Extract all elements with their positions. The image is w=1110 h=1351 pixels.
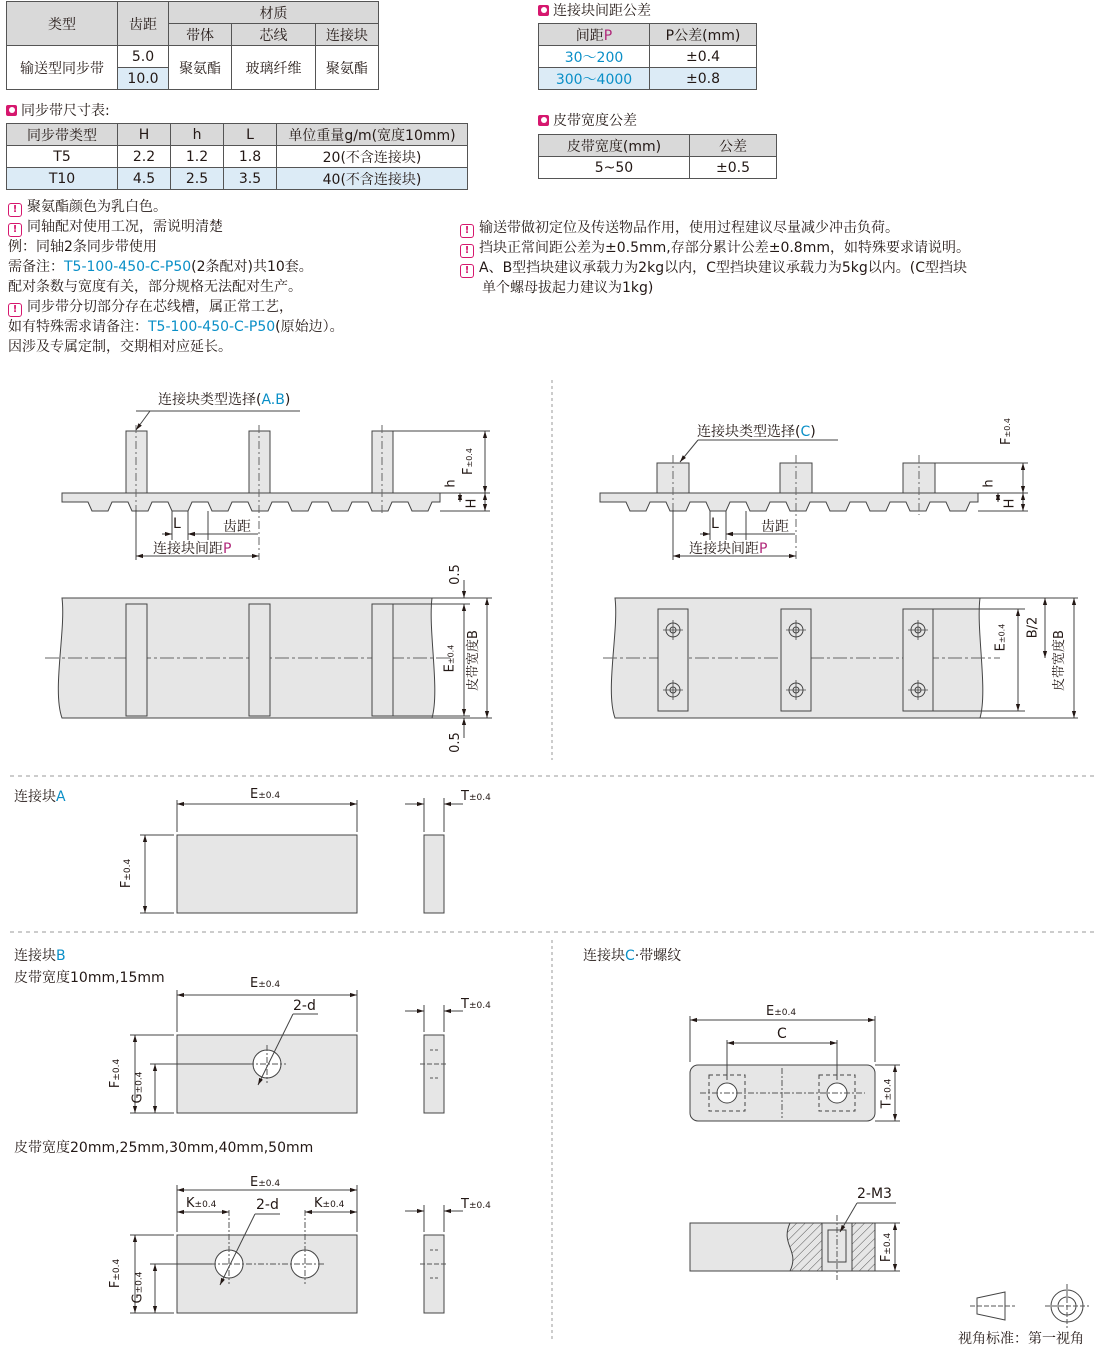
c-h-label: h bbox=[981, 479, 997, 488]
ab-half-top: 0.5 bbox=[447, 564, 463, 585]
block-b1-G-label: G±0.4 bbox=[130, 1071, 146, 1104]
notes-right: ! 输送带做初定位及传送物品作用，使用过程建议尽量减少冲击负荷。 ! 挡块正常间距公差为±0.5mm,存部分累计公差±0.8mm，如特殊要求请说明。 ! A、B型挡块建议承载力为2kg以内，C型挡块建议承载力为5kg以内。(C型挡块 单个螺母拔起力建议为1kg) bbox=[460, 218, 970, 298]
exclamation-icon: ! bbox=[8, 203, 22, 217]
size-cell: 2.2 bbox=[118, 146, 171, 168]
size-cell: 2.5 bbox=[171, 168, 224, 190]
block-c-E-label: E±0.4 bbox=[766, 1004, 797, 1019]
ab-spacing-label: 连接块间距P bbox=[153, 541, 232, 557]
first-angle-projection-icon bbox=[970, 1284, 1089, 1328]
ab-E-label: E±0.4 bbox=[442, 644, 458, 673]
size-cell: 40(不含连接块) bbox=[277, 168, 468, 190]
block-c-C-label: C bbox=[777, 1026, 787, 1042]
block-b1-E-label: E±0.4 bbox=[250, 976, 281, 991]
block-c-F-label: F±0.4 bbox=[879, 1232, 895, 1263]
spacing-tol-2: ±0.8 bbox=[650, 68, 757, 90]
cell-core: 玻璃纤维 bbox=[232, 46, 316, 90]
size-header-type: 同步带类型 bbox=[7, 124, 118, 146]
width-header-2: 公差 bbox=[690, 135, 777, 157]
belt-side-view-ab bbox=[62, 411, 490, 560]
header-pitch: 齿距 bbox=[118, 2, 169, 46]
cell-type: 输送型同步带 bbox=[7, 46, 118, 90]
ab-width-label: 皮带宽度B bbox=[465, 630, 481, 691]
c-pitch-label: 齿距 bbox=[761, 519, 789, 535]
c-L-label: L bbox=[711, 516, 719, 532]
view-standard-label: 视角标准：第一视角 bbox=[958, 1331, 1084, 1347]
belt-side-view-c bbox=[600, 440, 1028, 560]
width-tol-title: 皮带宽度公差 bbox=[538, 110, 637, 130]
size-cell: 3.5 bbox=[224, 168, 277, 190]
block-b1-F-label: F±0.4 bbox=[108, 1058, 124, 1089]
width-tol-1: ±0.5 bbox=[690, 157, 777, 179]
block-c-drawing-top bbox=[690, 1016, 900, 1121]
exclamation-icon: ! bbox=[8, 223, 22, 237]
spacing-header-2: P公差(mm) bbox=[650, 24, 757, 46]
header-block: 连接块 bbox=[315, 24, 378, 46]
size-header-H: H bbox=[118, 124, 171, 146]
belt-top-view-c bbox=[603, 598, 1078, 718]
header-core: 芯线 bbox=[232, 24, 316, 46]
block-a-drawing bbox=[140, 798, 463, 913]
block-a-F-label: F±0.4 bbox=[119, 858, 135, 889]
cell-pitch-2: 10.0 bbox=[118, 68, 169, 90]
block-a-T-label: T±0.4 bbox=[461, 789, 491, 804]
size-header-h: h bbox=[171, 124, 224, 146]
size-cell: T10 bbox=[7, 168, 118, 190]
spacing-range-1: 30～200 bbox=[539, 46, 650, 68]
size-cell: 20(不含连接块) bbox=[277, 146, 468, 168]
c-E-label: E±0.4 bbox=[993, 623, 1009, 652]
block-b1-T-label: T±0.4 bbox=[461, 997, 491, 1012]
block-c-title: 连接块C·带螺纹 bbox=[583, 948, 682, 964]
header-material: 材质 bbox=[169, 2, 379, 24]
size-cell: 1.8 bbox=[224, 146, 277, 168]
size-cell: T5 bbox=[7, 146, 118, 168]
c-B2-label: B/2 bbox=[1025, 616, 1041, 639]
ab-h-label: h bbox=[443, 479, 459, 488]
belt-top-view-ab bbox=[45, 580, 492, 738]
size-cell: 4.5 bbox=[118, 168, 171, 190]
size-header-weight: 单位重量g/m(宽度10mm) bbox=[277, 124, 468, 146]
cell-pitch-1: 5.0 bbox=[118, 46, 169, 68]
exclamation-icon: ! bbox=[8, 303, 22, 317]
block-b-sub1: 皮带宽度10mm,15mm bbox=[14, 970, 165, 986]
header-type: 类型 bbox=[7, 2, 118, 46]
cell-belt: 聚氨酯 bbox=[169, 46, 232, 90]
spacing-header-1: 间距P bbox=[539, 24, 650, 46]
exclamation-icon: ! bbox=[460, 264, 474, 278]
c-spacing-label: 连接块间距P bbox=[689, 541, 768, 557]
ab-H-label: H bbox=[464, 498, 480, 509]
header-belt: 带体 bbox=[169, 24, 232, 46]
block-b2-K-left: K±0.4 bbox=[186, 1196, 217, 1211]
ab-L-label: L bbox=[173, 516, 181, 532]
size-header-L: L bbox=[224, 124, 277, 146]
block-b2-T-label: T±0.4 bbox=[461, 1197, 491, 1212]
block-b-drawing-2 bbox=[130, 1185, 463, 1313]
width-header-1: 皮带宽度(mm) bbox=[539, 135, 690, 157]
spacing-range-2: 300～4000 bbox=[539, 68, 650, 90]
ab-F-label: F±0.4 bbox=[460, 448, 476, 475]
block-b2-G-label: G±0.4 bbox=[130, 1271, 146, 1304]
exclamation-icon: ! bbox=[460, 224, 474, 238]
ab-half-bottom: 0.5 bbox=[447, 732, 463, 753]
block-b1-hole-label: 2-d bbox=[293, 998, 316, 1014]
ab-select-label: 连接块类型选择(A.B) bbox=[158, 392, 291, 408]
block-a-E-label: E±0.4 bbox=[250, 787, 281, 802]
block-b-sub2: 皮带宽度20mm,25mm,30mm,40mm,50mm bbox=[14, 1140, 314, 1156]
block-b2-E-label: E±0.4 bbox=[250, 1175, 281, 1190]
block-c-T-label: T±0.4 bbox=[879, 1078, 895, 1109]
block-b2-K-right: K±0.4 bbox=[314, 1196, 345, 1211]
block-b2-hole-label: 2-d bbox=[256, 1197, 279, 1213]
width-range-1: 5~50 bbox=[539, 157, 690, 179]
block-b2-F-label: F±0.4 bbox=[108, 1258, 124, 1289]
c-select-label: 连接块类型选择(C) bbox=[697, 424, 816, 440]
c-width-label: 皮带宽度B bbox=[1051, 630, 1067, 691]
notes-left: ! 聚氨酯颜色为乳白色。 ! 同轴配对使用工况，需说明清楚 例：同轴2条同步带使用 需备注：T5-100-450-C-P50(2条配对)共10套。 配对条数与宽度有关，部分规格无法配对生产。 ! 同步带分切部分存在芯线槽，属正常工艺， 如有特殊需求请备注：T5-100-450-C-P50(原始边）。 因涉及专属定制，交期相对应延长。 bbox=[8, 199, 344, 355]
block-c-thread-label: 2-M3 bbox=[857, 1186, 892, 1202]
block-a-title: 连接块A bbox=[14, 789, 66, 805]
block-c-drawing-section bbox=[690, 1203, 900, 1280]
exclamation-icon: ! bbox=[460, 244, 474, 258]
spacing-tol-1: ±0.4 bbox=[650, 46, 757, 68]
spacing-tol-title: 连接块间距公差 bbox=[538, 0, 651, 20]
size-cell: 1.2 bbox=[171, 146, 224, 168]
size-table-title: 同步带尺寸表: bbox=[6, 100, 110, 120]
cell-block: 聚氨酯 bbox=[315, 46, 378, 90]
c-F-label: F±0.4 bbox=[998, 418, 1014, 445]
ab-pitch-label: 齿距 bbox=[223, 519, 251, 535]
block-b-title: 连接块B bbox=[14, 948, 66, 964]
c-H-label: H bbox=[1002, 498, 1018, 509]
